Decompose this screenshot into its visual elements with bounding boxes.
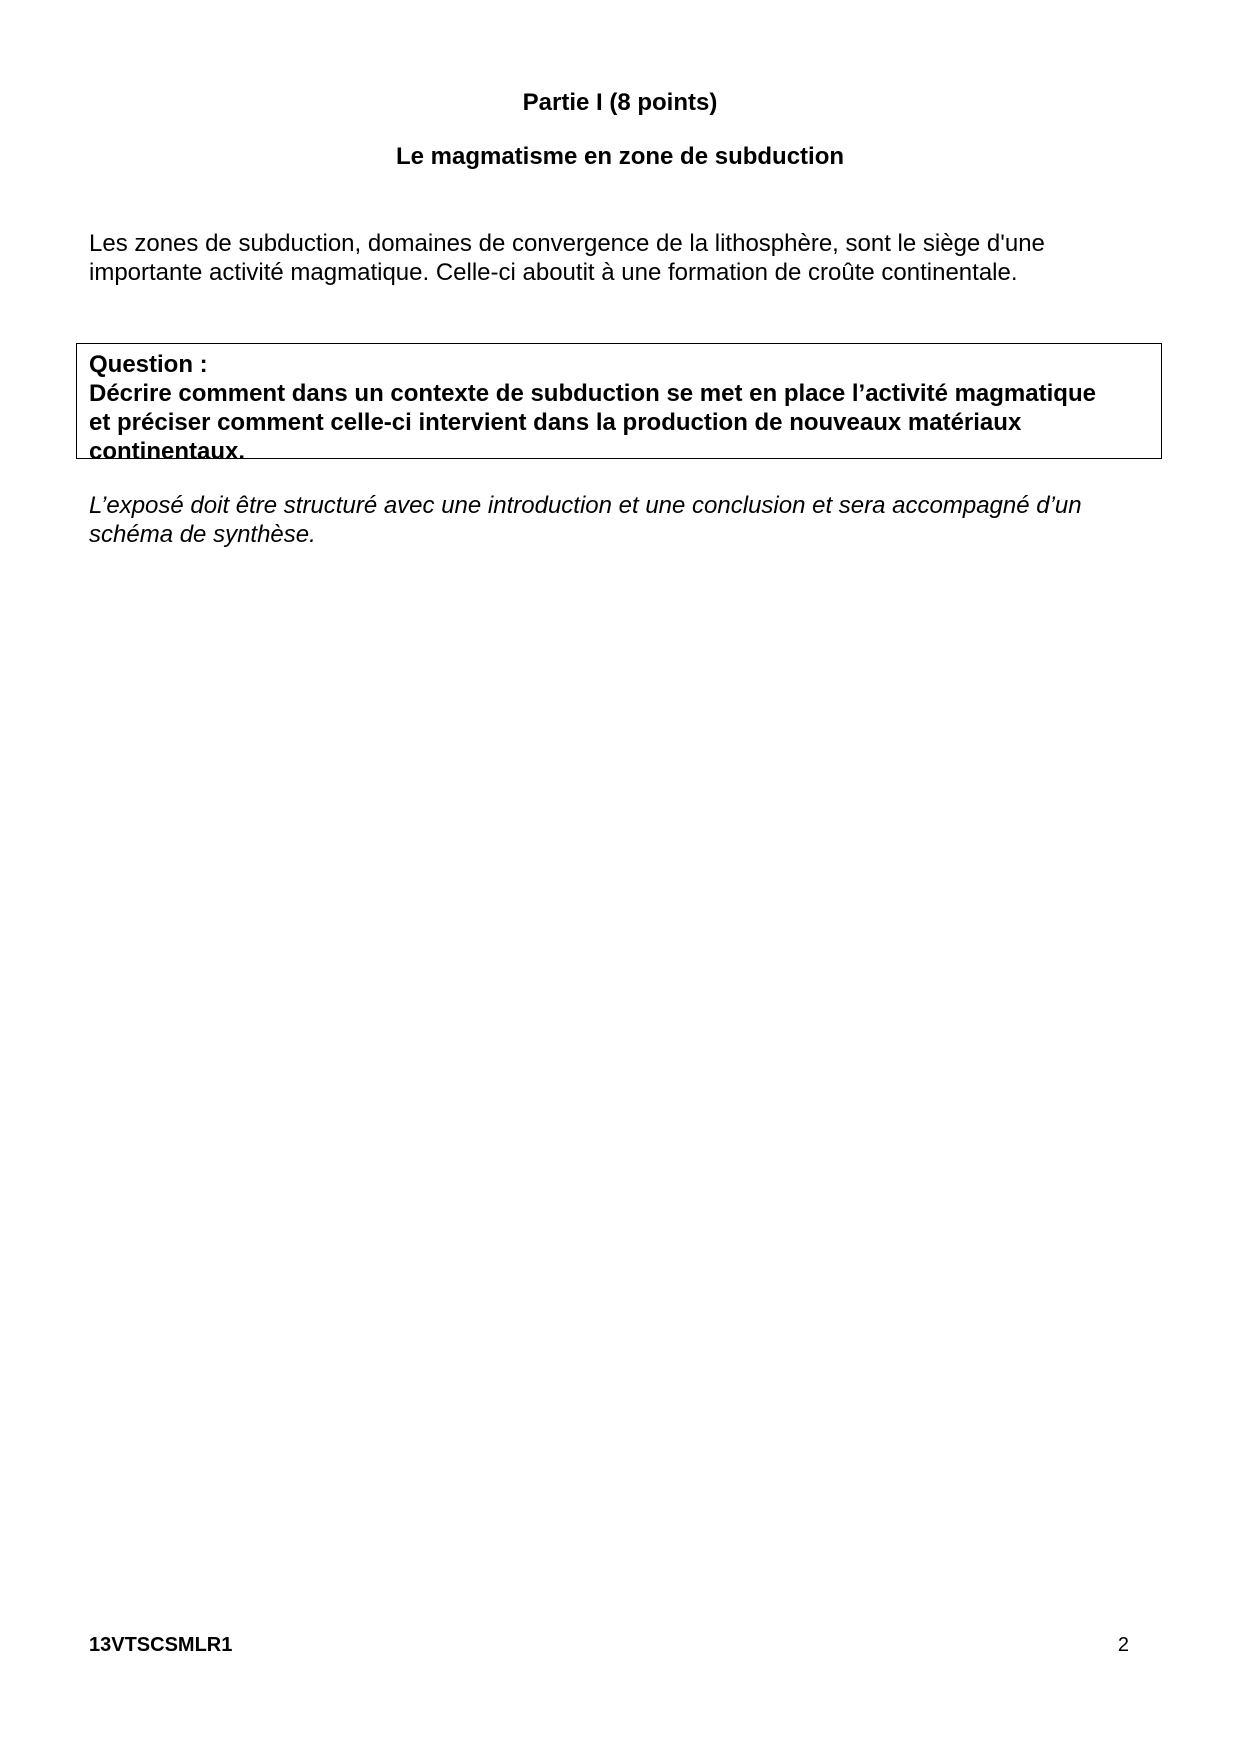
intro-line: Les zones de subduction, domaines de convergence de la lithosphère, sont le siège d'une [89,230,1045,257]
intro-line: importante activité magmatique. Celle-ci aboutit à une formation de croûte continentale. [89,259,1018,286]
part-heading: Partie I (8 points) [522,89,718,116]
question-box [76,343,1162,465]
instruction-paragraph [89,491,1159,549]
question-label: Question : [89,351,208,378]
footer-document-code: 13VTSCSMLR1 [89,1634,233,1656]
instruction-line: L’exposé doit être structuré avec une introduction et une conclusion et sera accompagné d’un [89,492,1082,519]
intro-paragraph [89,229,1159,287]
topic-heading: Le magmatisme en zone de subduction [395,143,845,170]
question-line: et préciser comment celle-ci intervient dans la production de nouveaux matériaux [89,409,1022,436]
footer-page-number: 2 [1117,1634,1129,1656]
question-line: Décrire comment dans un contexte de subduction se met en place l’activité magmatique [89,380,1096,407]
instruction-line: schéma de synthèse. [89,521,316,548]
question-line: continentaux. [89,438,246,465]
